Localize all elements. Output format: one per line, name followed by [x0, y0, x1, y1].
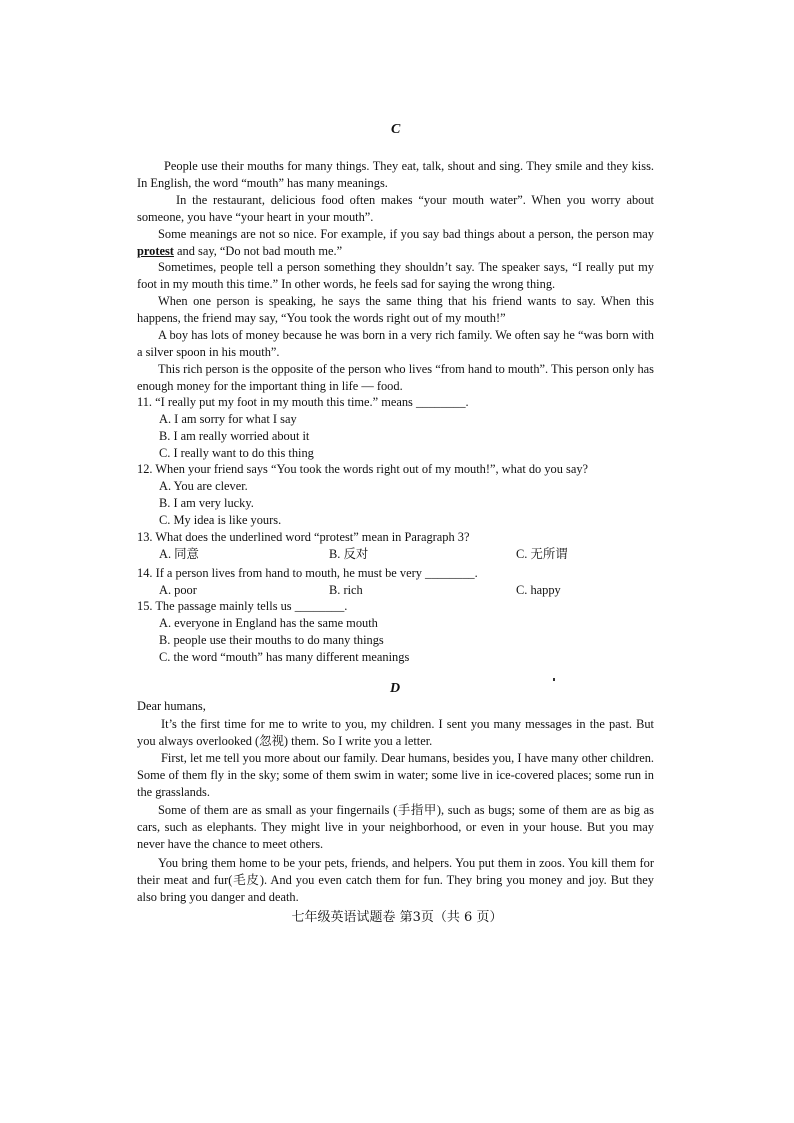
section-d-title: D [390, 681, 401, 696]
q11-option-a: A. I am sorry for what I say [159, 412, 297, 426]
question-12: 12. When your friend says “You took the words right out of my mouth!”, what do you say? [137, 462, 589, 476]
q13-option-c: C. 无所谓 [516, 547, 568, 561]
c-paragraph-3-text-b: and say, “Do not bad mouth me.” [173, 243, 343, 258]
c-paragraph-4: Sometimes, people tell a person something they shouldn’t say. The speaker says, “I really put my foot in my mouth this time.” In other words, he feels sad for saying the wrong thing. [137, 260, 654, 291]
q11-option-c: C. I really want to do this thing [159, 446, 314, 460]
q15-option-c: C. the word “mouth” has many different meanings [159, 650, 410, 664]
q13-options [159, 546, 579, 563]
q15-option-a: A. everyone in England has the same mouth [159, 616, 378, 630]
page-footer: 七年级英语试题卷 第3页（共 6 页） [291, 910, 503, 925]
letter-salutation: Dear humans, [137, 699, 206, 713]
q12-option-a: A. You are clever. [159, 479, 248, 493]
question-13: 13. What does the underlined word “protest” mean in Paragraph 3? [137, 530, 470, 544]
c-paragraph-3-text-a: Some meanings are not so nice. For example, if you say bad things about a person, the person may [158, 227, 654, 241]
question-11: 11. “I really put my foot in my mouth this time.” means ________. [137, 395, 469, 409]
q13-option-a: A. 同意 [159, 547, 199, 561]
c-paragraph-5: When one person is speaking, he says the same thing that his friend wants to say. When this happens, the friend may say, “You took the words right out of my mouth!” [137, 294, 654, 325]
c-paragraph-3 [137, 226, 654, 260]
q12-option-b: B. I am very lucky. [159, 496, 254, 510]
question-14: 14. If a person lives from hand to mouth, he must be very ________. [137, 566, 478, 580]
d-paragraph-2: First, let me tell you more about our family. Dear humans, besides you, I have many other children. Some of them fly in the sky; some of them swim in water; some live in ice-covered places; some run in the grasslands. [137, 751, 654, 799]
c-paragraph-7: This rich person is the opposite of the person who lives “from hand to mouth”. This person only has enough money for the important thing in life — food. [137, 362, 654, 393]
q14-option-b: B. rich [329, 583, 363, 597]
q14-options [159, 582, 579, 599]
c-paragraph-1: People use their mouths for many things. They eat, talk, shout and sing. They smile and they kiss. In English, the word “mouth” has many meanings. [137, 159, 654, 190]
q15-option-b: B. people use their mouths to do many things [159, 633, 384, 647]
q12-option-c: C. My idea is like yours. [159, 513, 282, 527]
q14-option-c: C. happy [516, 583, 561, 597]
scan-speck [553, 678, 555, 681]
c-paragraph-6: A boy has lots of money because he was born in a very rich family. We often say he “was born with a silver spoon in his mouth”. [137, 328, 654, 359]
underlined-word-protest: protest [137, 243, 174, 258]
d-paragraph-3: Some of them are as small as your fingernails (手指甲), such as bugs; some of them are as big as cars, such as elephants. They might live in your neighborhood, or even in your house. But you may never have the chance to meet others. [137, 803, 654, 851]
q11-option-b: B. I am really worried about it [159, 429, 310, 443]
question-15: 15. The passage mainly tells us ________. [137, 599, 348, 613]
d-paragraph-1: It’s the first time for me to write to you, my children. I sent you many messages in the past. But you always overlooked (忽视) them. So I write you a letter. [137, 717, 654, 748]
q14-option-a: A. poor [159, 583, 197, 597]
q13-option-b: B. 反对 [329, 547, 369, 561]
section-c-title: C [391, 122, 401, 137]
c-paragraph-2: In the restaurant, delicious food often makes “your mouth water”. When you worry about someone, you have “your heart in your mouth”. [137, 193, 654, 224]
d-paragraph-4: You bring them home to be your pets, friends, and helpers. You put them in zoos. You kill them for their meat and fur(毛皮). And you even catch them for fun. They bring you money and joy. But they also bring you danger and death. [137, 856, 654, 904]
